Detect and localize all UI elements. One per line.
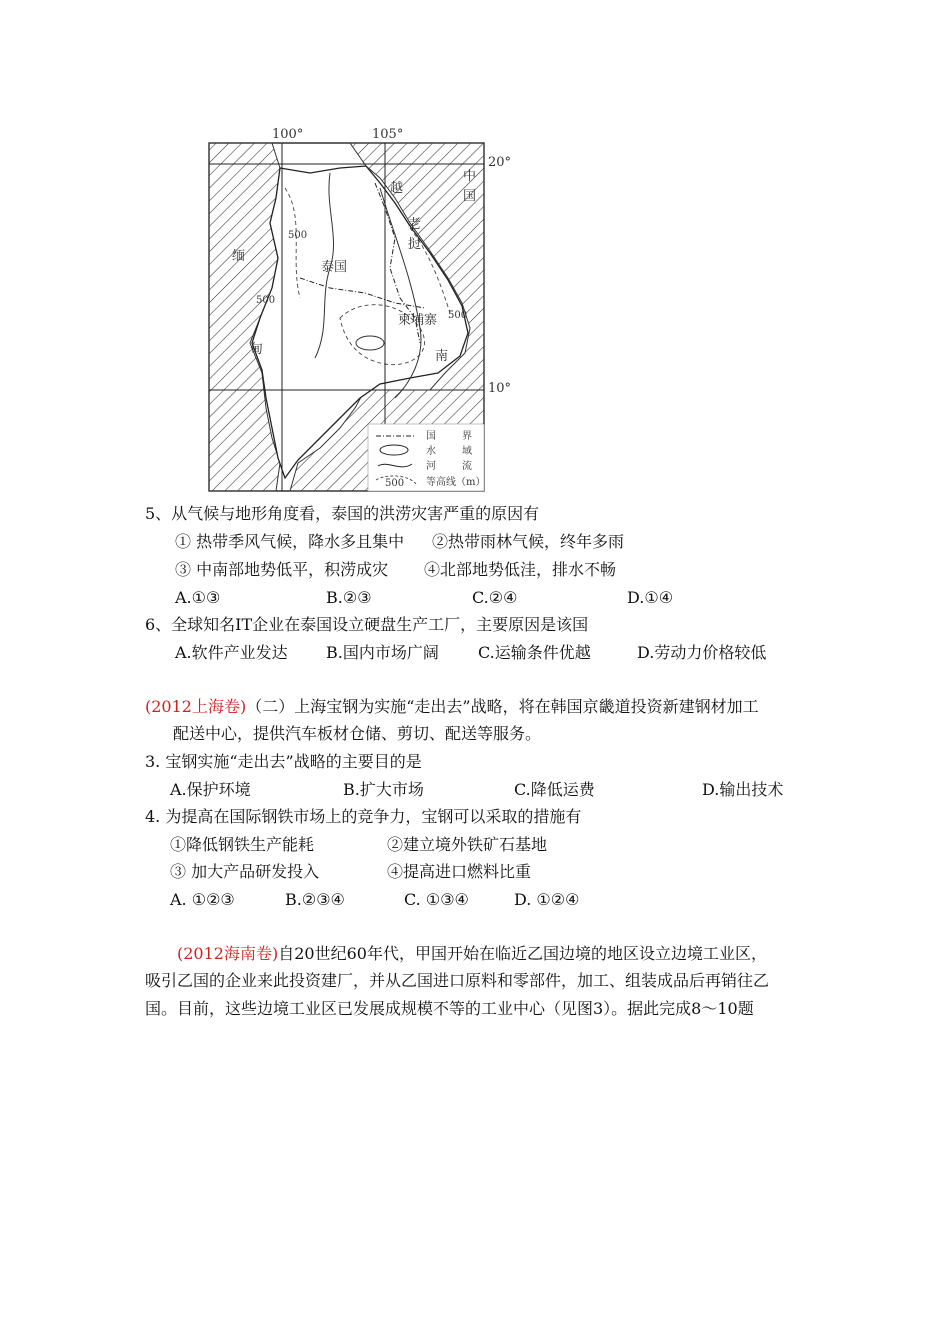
thailand-map-figure	[180, 128, 510, 494]
label-vietnam: 越	[390, 181, 404, 196]
sh-q4-option-2: ②建立境外铁矿石基地	[387, 835, 548, 854]
q6-choice-b: B.国内市场广阔	[326, 643, 439, 662]
lat-label-20: 20°	[488, 155, 510, 170]
legend-water-2: 域	[462, 446, 472, 457]
legend-border-1: 国	[426, 431, 436, 442]
hainan-line-1-text: 自20世纪60年代，甲国开始在临近乙国边境的地区设立边境工业区，	[278, 944, 767, 963]
lon-label-100: 100°	[272, 128, 304, 142]
sh-q3-choice-b: B.扩大市场	[343, 780, 424, 799]
label-laos-1: 老	[408, 217, 422, 232]
q6-stem: 6、全球知名IT企业在泰国设立硬盘生产工厂，主要原因是该国	[145, 615, 589, 634]
lon-label-105: 105°	[372, 128, 404, 142]
q5-option-3: ③ 中南部地势低平，积涝成灾	[175, 560, 389, 579]
sh-q3-choice-a: A.保护环境	[170, 780, 251, 799]
sh-q4-stem: 4. 为提高在国际钢铁市场上的竞争力，宝钢可以采取的措施有	[145, 807, 582, 826]
label-china-1: 中	[463, 169, 477, 184]
legend-border-2: 界	[462, 431, 472, 442]
map-svg	[180, 128, 510, 494]
q5-choice-a: A.①③	[175, 588, 221, 607]
q5-choice-b: B.②③	[326, 588, 372, 607]
q5-option-2: ②热带雨林气候，终年多雨	[432, 532, 625, 551]
label-thailand: 泰国	[321, 260, 348, 275]
q5-choice-d: D.①④	[627, 588, 674, 607]
q5-stem: 5、从气候与地形角度看，泰国的洪涝灾害严重的原因有	[145, 504, 540, 523]
contour-label: 500	[256, 295, 276, 306]
legend-contour-label: 等高线（m）	[426, 477, 486, 488]
sh-q4-option-3: ③ 加大产品研发投入	[170, 862, 320, 881]
label-myanmar-1: 缅	[232, 249, 246, 264]
sh-q4-choice-a: A. ①②③	[170, 890, 235, 909]
q6-choice-c: C.运输条件优越	[478, 643, 591, 662]
q5-option-4: ④北部地势低洼，排水不畅	[424, 560, 617, 579]
legend-contour-value: 500	[385, 478, 405, 489]
sh-q4-option-1: ①降低钢铁生产能耗	[170, 835, 315, 854]
legend-water-symbol	[380, 445, 408, 455]
contour-label: 500	[288, 230, 308, 241]
lat-label-10: 10°	[488, 381, 510, 396]
shanghai-intro-line-2: 配送中心，提供汽车板材仓储、剪切、配送等服务。	[173, 724, 542, 743]
q5-choice-c: C.②④	[472, 588, 518, 607]
sh-q4-choice-d: D. ①②④	[514, 890, 580, 909]
sh-q3-choice-d: D.输出技术	[702, 780, 784, 799]
sh-q3-stem: 3. 宝钢实施“走出去”战略的主要目的是	[145, 752, 422, 771]
contour-label: 500	[448, 310, 468, 321]
q6-choice-d: D.劳动力价格较低	[637, 643, 767, 662]
sh-q3-choice-c: C.降低运费	[514, 780, 595, 799]
hainan-line-3: 国。目前，这些边境工业区已发展成规模不等的工业中心（见图3）。据此完成8～10题	[145, 999, 754, 1018]
q5-option-1: ① 热带季风气候，降水多且集中	[175, 532, 405, 551]
shanghai-intro-line-1	[145, 697, 759, 717]
q6-choice-a: A.软件产业发达	[175, 643, 288, 662]
legend-water-1: 水	[426, 446, 436, 457]
map-legend	[368, 424, 485, 491]
lake	[356, 336, 384, 350]
hainan-line-2: 吸引乙国的企业来此投资建厂，并从乙国进口原料和零部件，加工、组装成品后再销往乙	[145, 971, 770, 990]
sh-q4-choice-c: C. ①③④	[404, 890, 469, 909]
label-south: 南	[435, 349, 449, 364]
shanghai-intro-text: （二）上海宝钢为实施“走出去”战略，将在韩国京畿道投资新建钢材加工	[246, 697, 759, 716]
hainan-source-tag: (2012海南卷)	[177, 944, 279, 963]
shanghai-source-tag: (2012上海卷)	[145, 697, 247, 716]
hainan-line-1	[177, 944, 767, 964]
label-myanmar-2: 甸	[250, 342, 264, 357]
label-laos-2: 挝	[408, 237, 422, 252]
legend-river-2: 流	[462, 461, 472, 472]
legend-river-1: 河	[426, 461, 436, 472]
sh-q4-choice-b: B.②③④	[285, 890, 345, 909]
label-cambodia: 柬埔寨	[398, 313, 438, 328]
label-china-2: 国	[463, 189, 477, 204]
sh-q4-option-4: ④提高进口燃料比重	[387, 862, 532, 881]
